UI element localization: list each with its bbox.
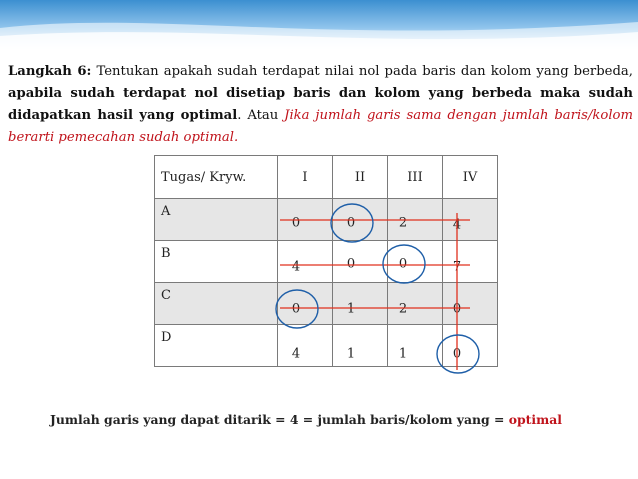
cell-value-A-II: 0	[346, 215, 356, 231]
assignment-table	[154, 155, 498, 367]
cell-value-C-IV: 0	[452, 301, 462, 317]
title-banner	[0, 0, 638, 50]
step-text-1: Tentukan apakah sudah terdapat nilai nol pada baris dan kolom yang berbeda,	[91, 64, 633, 79]
cell-value-B-I: 4	[291, 259, 301, 275]
row-label-A: A	[161, 204, 171, 219]
row-label-C: C	[161, 288, 171, 303]
cell-value-A-IV: 4	[452, 217, 462, 233]
step-text-bold: apabila sudah terdapat nol disetiap baris dan kolom yang berbeda maka sudah didapatkan hasil yang optimal	[8, 86, 633, 123]
cell-value-B-II: 0	[346, 256, 356, 272]
table-row	[155, 325, 498, 367]
conclusion-main: Jumlah garis yang dapat ditarik = 4 = jumlah baris/kolom yang =	[50, 412, 509, 427]
header-cell-II: II	[333, 156, 388, 199]
cell-value-C-II: 1	[346, 301, 356, 317]
cell-value-C-I: 0	[291, 301, 301, 317]
cell-value-B-III: 0	[398, 256, 408, 272]
cell-value-D-II: 1	[346, 346, 356, 362]
cell-value-C-III: 2	[398, 301, 408, 317]
cell-value-A-III: 2	[398, 215, 408, 231]
table-row	[155, 283, 498, 325]
conclusion-text	[50, 412, 562, 427]
step-text-italic: Jika jumlah garis sama dengan jumlah baris/kolom berarti pemecahan sudah optimal.	[8, 108, 633, 145]
cell-value-D-III: 1	[398, 346, 408, 362]
cell-value-D-I: 4	[291, 346, 301, 362]
cell-value-A-I: 0	[291, 215, 301, 231]
table-header-row	[155, 156, 498, 199]
step-instruction	[8, 61, 633, 149]
table-row	[155, 199, 498, 241]
cell-value-B-IV: 7	[452, 259, 462, 275]
conclusion-highlight: optimal	[508, 412, 562, 427]
step-label: Langkah 6:	[8, 64, 92, 79]
step-text-2: . Atau	[237, 108, 285, 123]
banner-wave-decoration	[0, 0, 638, 50]
table-row	[155, 241, 498, 283]
row-label-B: B	[161, 246, 171, 261]
header-cell-I: I	[278, 156, 333, 199]
cell-value-D-IV: 0	[452, 346, 462, 362]
header-cell-IV: IV	[443, 156, 498, 199]
header-cell-task: Tugas/ Kryw.	[155, 156, 278, 199]
row-label-D: D	[161, 330, 172, 345]
header-cell-III: III	[388, 156, 443, 199]
